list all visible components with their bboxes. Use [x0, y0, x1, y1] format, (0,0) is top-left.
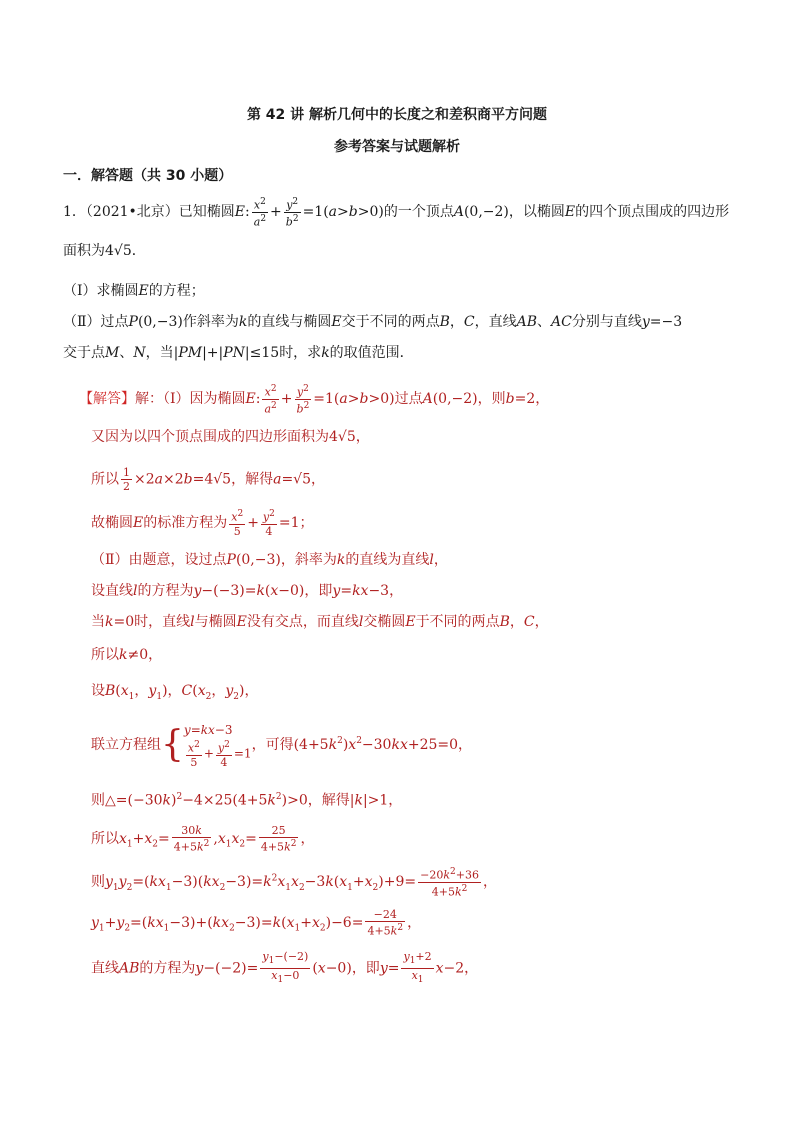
solution-line-8: 所以k≠0， [91, 647, 163, 663]
solution-line-4: 故椭圆E的标准方程为 $\frac{x^2}{5}$ + $\frac{y^2}{4}$ =1； [91, 509, 314, 538]
page-subtitle: 参考答案与试题解析 [334, 139, 460, 155]
problem-part-2-cont: 交于点M、N，当|PM|+|PN|≤15时，求k的取值范围． [63, 345, 414, 361]
problem-line-2: 面积为4√5． [63, 243, 146, 259]
solution-line-7: 当k=0时，直线l与椭圆E没有交点，而直线l交椭圆E于不同的两点B，C， [91, 614, 549, 630]
problem-part-1: （Ⅰ）求椭圆E的方程； [63, 283, 205, 299]
solution-line-9: 设$B(x_1$，$y_1$)，$C(x_2$，$y_2$)， [91, 683, 259, 702]
solution-line-11: 则$\triangle=(-30k)^2-4\times 25(4+5k^2)>0$，解得|k|>1， [91, 792, 403, 809]
problem-line-1: 1．（2021•北京）已知椭圆E: $\frac{x^2}{a^2}$ + $\frac{y^2}{b^2}$ =1(a>b>0)的一个顶点A(0,−2)，以椭圆E的四个顶点围成的四边形 [63, 197, 730, 229]
solution-line-14: $y_1+y_2=(kx_1-3)+(kx_2-3)=k(x_1+x_2)-6=$ $\frac{-24}{4+5k^2}$ ， [91, 908, 422, 938]
solution-line-3: 所以 $\frac{1}{2}$ ×2a×2b=4√5，解得a=√5， [91, 466, 325, 493]
solution-line-2: 又因为以四个顶点围成的四边形面积为4√5， [91, 429, 370, 445]
solution-line-10: 联立方程组{ y=kx−3 $\frac{x^2}{5}$ + $\frac{y^2}{4}$ =1 ，可得$(4+5k^2)x^2-30kx+25=0$， [91, 723, 473, 769]
solution-line-6: 设直线l的方程为y−(−3)=k(x−0)，即y=kx−3， [91, 583, 404, 599]
page-title: 第 42 讲 解析几何中的长度之和差积商平方问题 [246, 107, 548, 123]
answer-tag: 【解答】 [79, 391, 135, 408]
section-heading: 一．解答题（共 30 小题） [63, 168, 233, 184]
solution-line-13: 则$y_1y_2=(kx_1-3)(kx_2-3)=k^2x_1x_2-3k(x_1+x_2)+9=$ $\frac{-20k^2+36}{4+5k^2}$ ， [91, 867, 497, 899]
problem-part-2: （Ⅱ）过点P(0,−3)作斜率为k的直线与椭圆E交于不同的两点B，C，直线AB、AC分别与直线y=−3 [63, 314, 683, 330]
solution-line-5: （Ⅱ）由题意，设过点P(0,−3)，斜率为k的直线为直线l， [91, 552, 448, 568]
solution-line-1: 【解答】解：（Ⅰ）因为椭圆E: $\frac{x^2}{a^2}$ + $\frac{y^2}{b^2}$ =1(a>b>0)过点A(0,−2)，则b=2， [79, 384, 550, 416]
solution-line-12: 所以$x_1+x_2=$ $\frac{30k}{4+5k^2}$ $,x_1x_2=$ $\frac{25}{4+5k^2}$ ， [91, 824, 315, 854]
solution-line-15: 直线AB的方程为y−(−2)= $\frac{y_1-(-2)}{x_1-0}$ (x−0)，即y= $\frac{y_1+2}{x_1}$ x−2， [91, 950, 479, 986]
